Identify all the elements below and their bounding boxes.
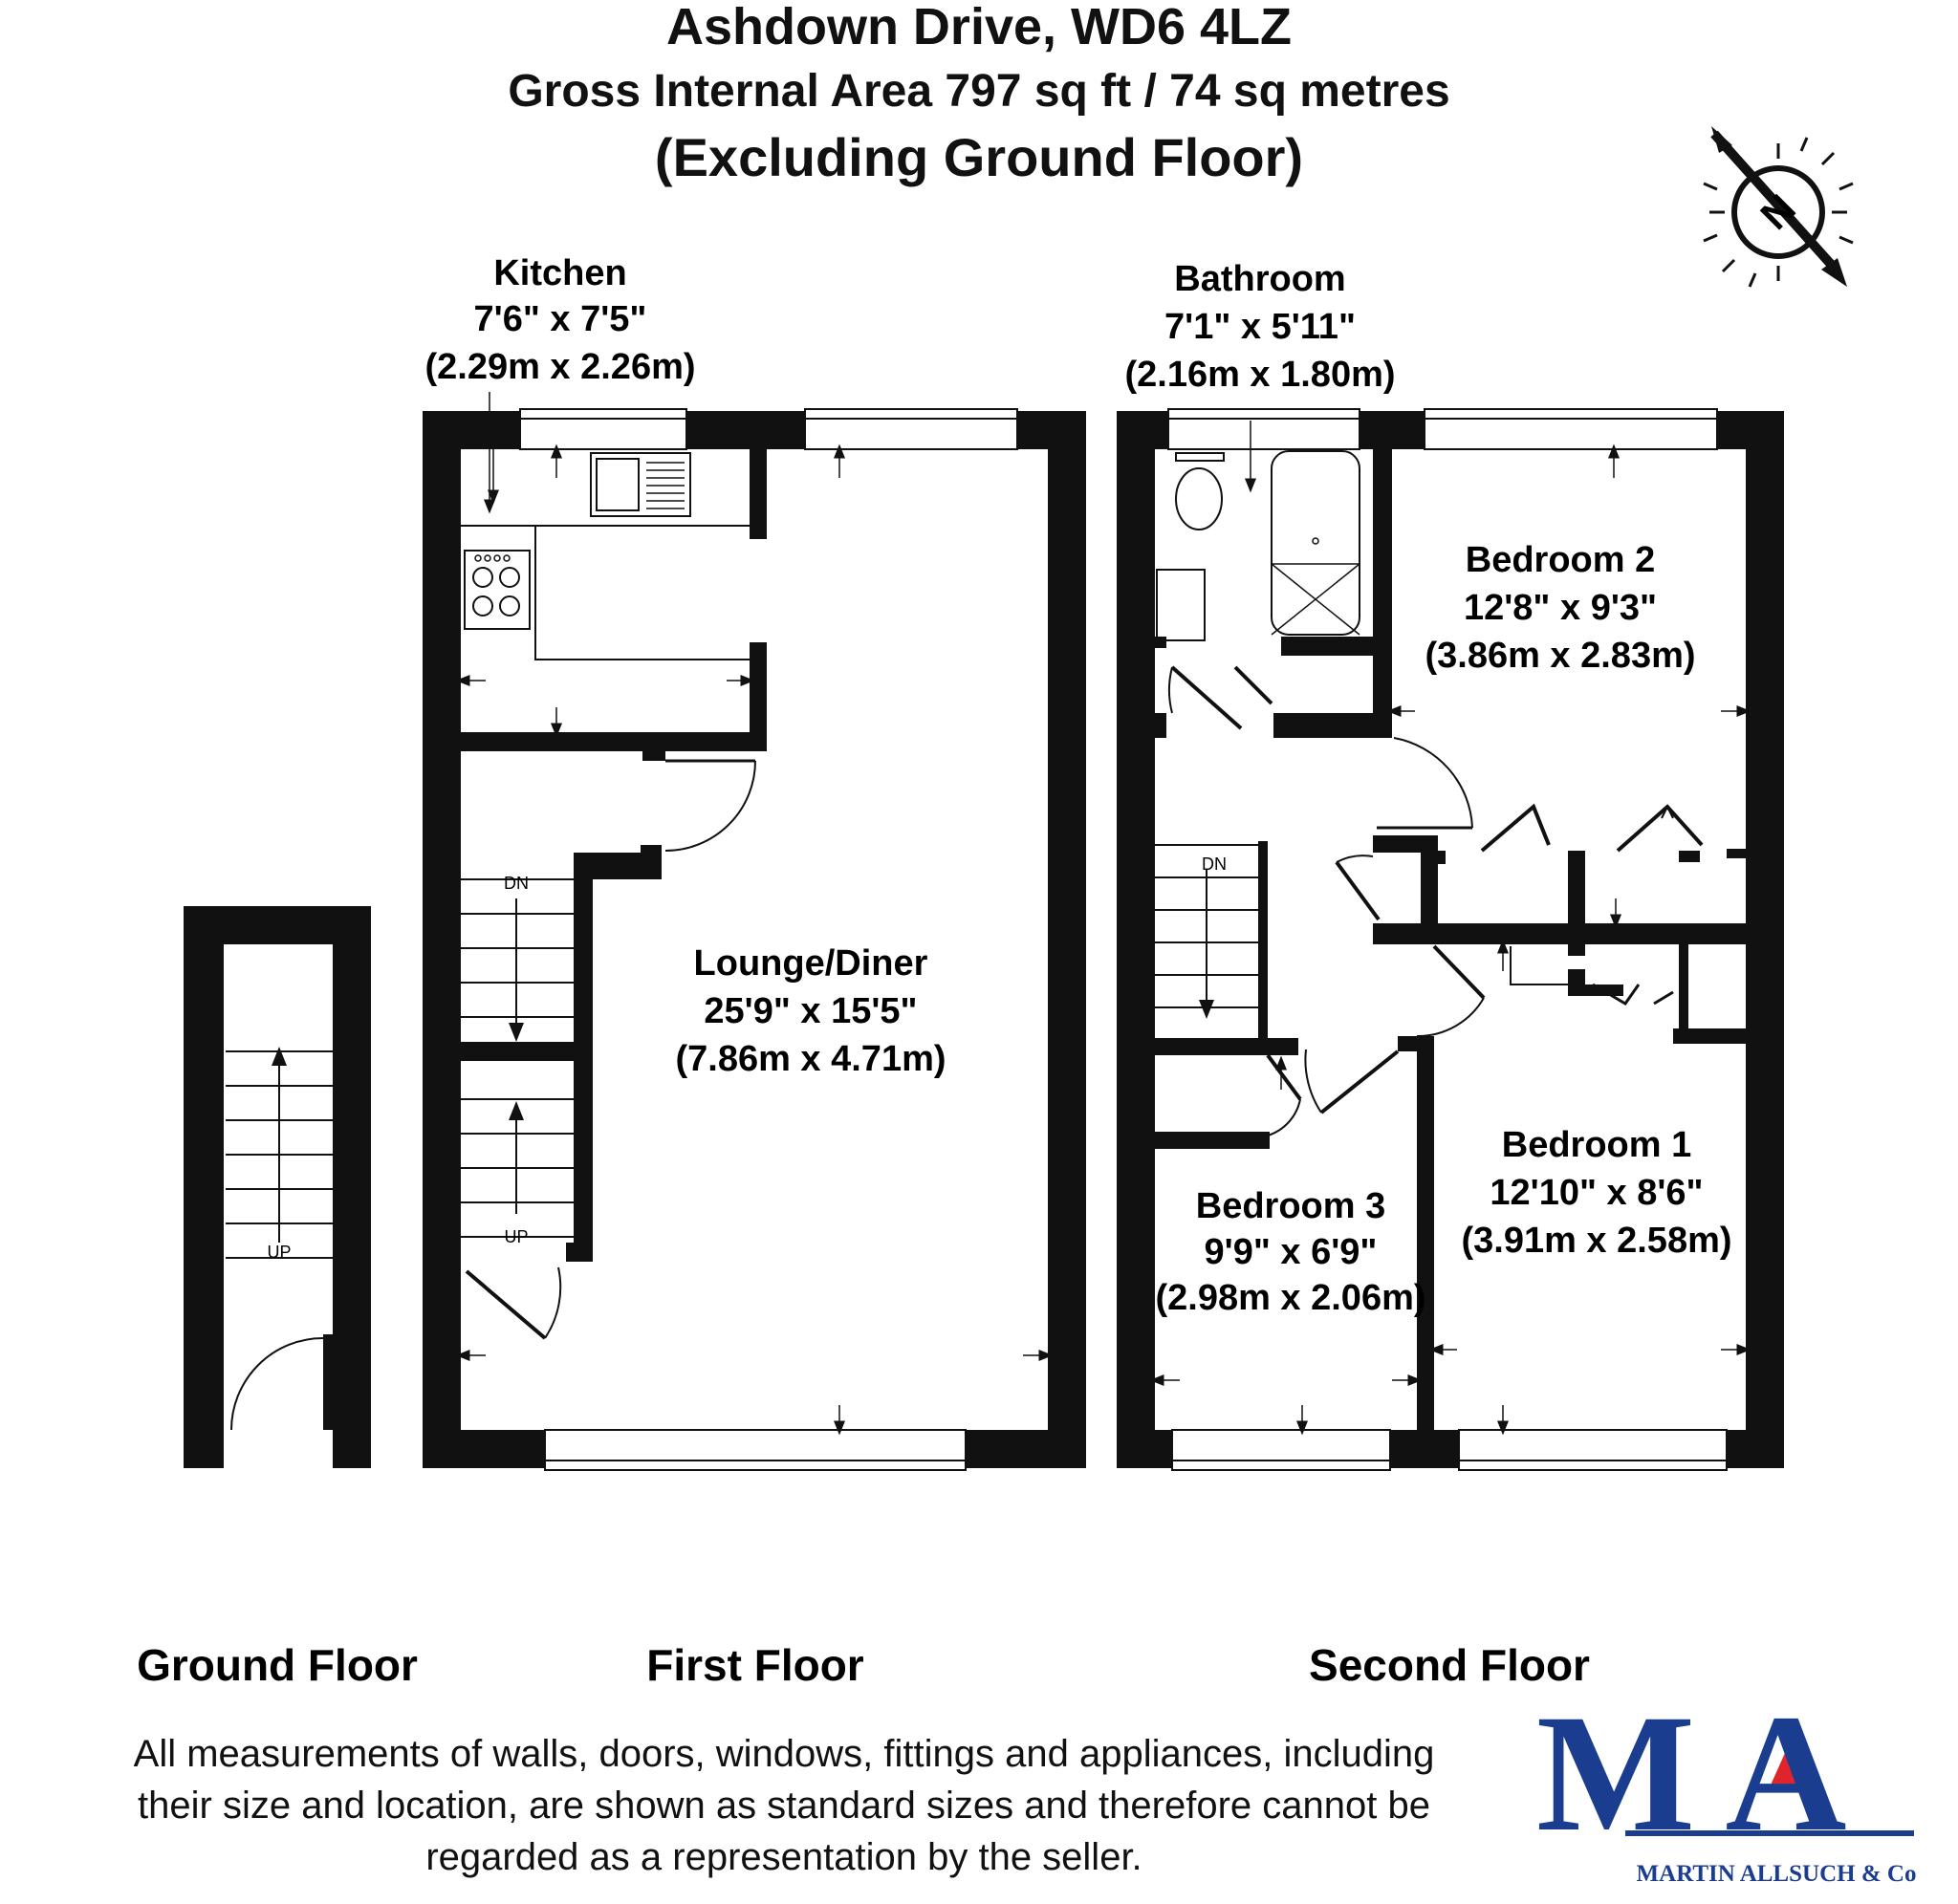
room-label-lounge	[675, 943, 946, 1079]
bedroom2-metric: (3.86m x 2.83m)	[1425, 636, 1696, 676]
logo-company-name: MARTIN ALLSUCH & Co	[1636, 1861, 1917, 1887]
bedroom2-name: Bedroom 2	[1465, 540, 1656, 580]
disclaimer-line-2: their size and location, are shown as standard sizes and therefore cannot be	[138, 1785, 1430, 1827]
bedroom3-name: Bedroom 3	[1195, 1186, 1386, 1226]
bathroom-name: Bathroom	[1174, 259, 1346, 299]
bedroom1-metric: (3.91m x 2.58m)	[1461, 1221, 1732, 1261]
kitchen-metric: (2.29m x 2.26m)	[424, 347, 696, 387]
bedroom1-name: Bedroom 1	[1501, 1125, 1692, 1165]
bedroom2-imperial: 12'8" x 9'3"	[1463, 588, 1658, 628]
logo-mark-a: A	[1725, 1680, 1847, 1867]
ground-floor-stairs	[226, 1051, 333, 1430]
ground-floor-plan	[184, 906, 371, 1468]
bedroom1-imperial: 12'10" x 8'6"	[1490, 1173, 1704, 1213]
kitchen-name: Kitchen	[493, 253, 627, 293]
floor-label-second: Second Floor	[1309, 1640, 1590, 1690]
room-label-kitchen	[424, 253, 695, 387]
first-stair-up-label: UP	[504, 1227, 529, 1246]
floor-label-first: First Floor	[646, 1640, 864, 1690]
compass-north-label: N	[1751, 185, 1804, 238]
ground-stair-up-label: UP	[267, 1243, 292, 1262]
lounge-metric: (7.86m x 4.71m)	[675, 1039, 946, 1079]
company-logo	[1536, 1680, 1917, 1887]
room-label-bedroom1	[1461, 1125, 1731, 1261]
kitchen-imperial: 7'6" x 7'5"	[473, 299, 647, 339]
disclaimer-line-1: All measurements of walls, doors, windows, fittings and appliances, including	[133, 1733, 1435, 1775]
lounge-imperial: 25'9" x 15'5"	[704, 991, 918, 1031]
second-stair-down-label: DN	[1202, 855, 1227, 874]
compass-icon	[1704, 126, 1853, 287]
bedroom3-imperial: 9'9" x 6'9"	[1204, 1232, 1378, 1272]
room-label-bedroom3	[1155, 1186, 1425, 1318]
lounge-name: Lounge/Diner	[693, 943, 928, 984]
disclaimer-line-3: regarded as a representation by the seller.	[425, 1836, 1142, 1878]
first-stair-down-label: DN	[504, 874, 529, 893]
plan-note: (Excluding Ground Floor)	[654, 127, 1304, 187]
disclaimer-text	[57, 1728, 1511, 1883]
bedroom3-metric: (2.98m x 2.06m)	[1155, 1278, 1426, 1318]
first-floor-plan	[423, 411, 1086, 1468]
first-floor-fittings	[461, 392, 1046, 1470]
room-label-bedroom2	[1425, 540, 1695, 676]
room-label-bathroom	[1124, 259, 1395, 395]
bathroom-metric: (2.16m x 1.80m)	[1124, 355, 1396, 395]
plan-address: Ashdown Drive, WD6 4LZ	[665, 0, 1293, 55]
logo-mark-m: M	[1535, 1680, 1696, 1867]
floor-label-ground: Ground Floor	[137, 1640, 418, 1690]
plan-area: Gross Internal Area 797 sq ft / 74 sq metres	[508, 66, 1450, 117]
bathroom-imperial: 7'1" x 5'11"	[1164, 307, 1356, 347]
